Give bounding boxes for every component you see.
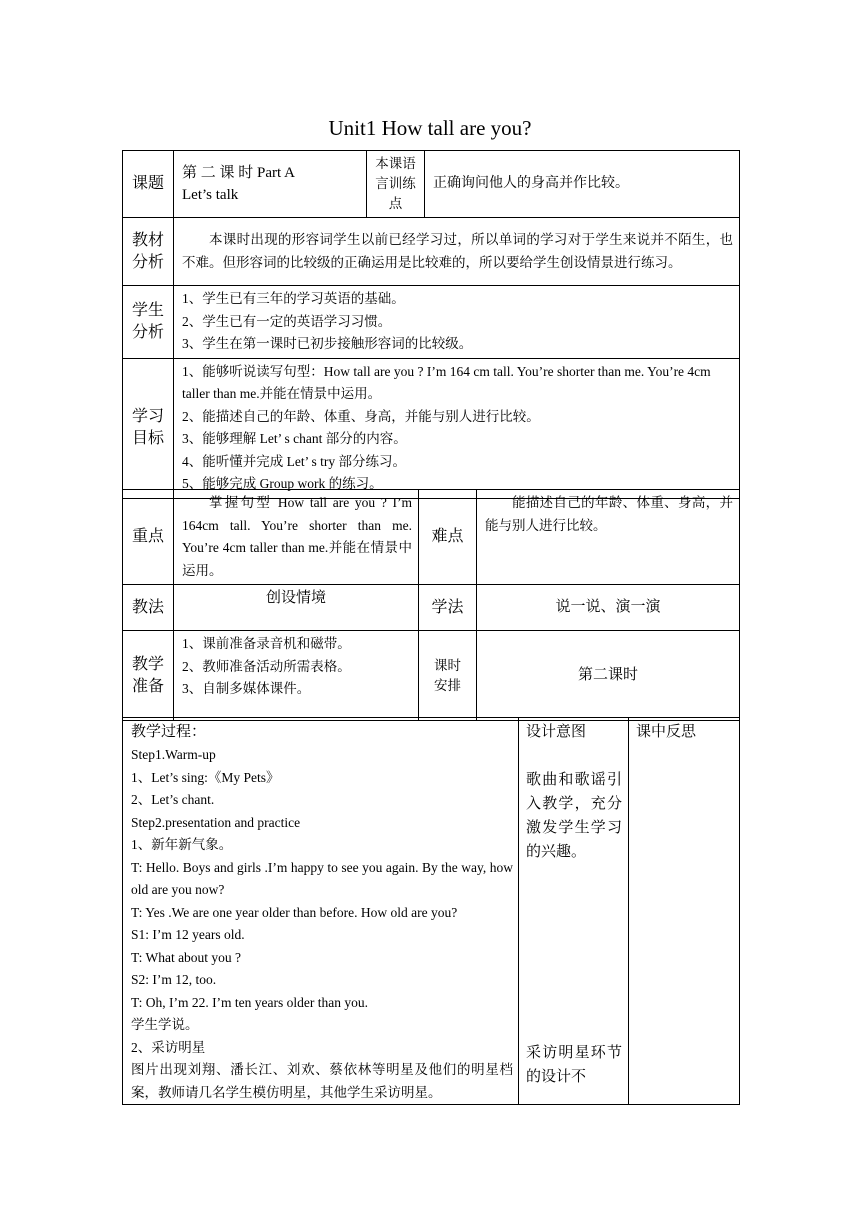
goals-label: 学习 目标 [123,358,174,498]
process-line: S2: I’m 12, too. [131,972,217,987]
goals-value: 1、能够听说读写句型：How tall are you ? I’m 164 cm tall. You’re shorter than me. You’re 4cm taller than me.并能在情景中运用。 2、能描述自己的年龄、体重、身高，并能与别人进行比较。 3、能够理解 Let’ s chant 部分的内容。 4、能听懂并完成 Let’ s try 部分练习。 5、能够完成 Group work 的练习。 [174,358,740,498]
process-line: Step1.Warm-up [131,747,216,762]
difficulty-label: 难点 [419,490,477,585]
design-cell [519,718,629,1105]
student-label: 学生 分析 [123,286,174,359]
study-value: 说一说、演一演 [477,585,740,631]
process-table [122,717,740,1105]
prep-label: 教学 准备 [123,631,174,721]
difficulty-value: 能描述自己的年龄、体重、身高，并能与别人进行比较。 [477,490,740,585]
training-point-value: 正确询问他人的身高并作比较。 [425,151,740,218]
process-line: T: Yes .We are one year older than before. How old are you? [131,904,458,920]
process-line: T: Oh, I’m 22. I’m ten years older than you. [131,994,369,1010]
method-label: 教法 [123,585,174,631]
study-label: 学法 [419,585,477,631]
process-line: T: Hello. Boys and girls .I’m happy to see you again. By the way, how old are you now? [131,859,513,897]
page-title: Unit1 How tall are you? [328,116,532,140]
process-line: 学生学说。 [131,1017,199,1032]
row-method [123,585,740,631]
design-note-1: 歌曲和歌谣引入教学，充分激发学生学习的兴趣。 [526,772,622,860]
row-material [123,218,740,286]
row-process [123,718,740,1105]
lesson-info-table [122,150,740,499]
method-value: 创设情境 [174,585,419,631]
material-label: 教材 分析 [123,218,174,286]
process-line: 图片出现刘翔、潘长江、刘欢、蔡依林等明星及他们的明星档案，教师请几名学生模仿明星，其他学生采访明星。 [131,1062,513,1100]
process-line: 2、采访明星 [131,1039,206,1055]
process-heading: 教学过程： [131,724,207,740]
key-label: 重点 [123,490,174,585]
process-line: Step2.presentation and practice [131,814,301,830]
design-label: 设计意图 [526,724,587,740]
process-cell [123,718,519,1105]
process-line: S1: I’m 12 years old. [131,927,245,942]
row-student [123,286,740,359]
key-value: 掌握句型 How tall are you ? I’m 164cm tall. You’re shorter than me. You’re 4cm taller than me.并能在情景中运用。 [174,490,419,585]
lesson-value: 第 二 课 时 Part A Let’s talk [174,151,367,218]
key-method-table [122,489,740,721]
process-line: T: What about you ? [131,949,242,965]
row-prep [123,631,740,721]
process-line: 1、新年新气象。 [131,837,233,852]
process-lines [131,744,513,1104]
design-note-2: 采访明星环节的设计不 [526,1045,622,1085]
material-value: 本课时出现的形容词学生以前已经学习过，所以单词的学习对于学生来说并不陌生，也不难。但形容词的比较级的正确运用是比较难的，所以要给学生创设情景进行练习。 [174,218,740,286]
student-value: 1、学生已有三年的学习英语的基础。 2、学生已有一定的英语学习习惯。 3、学生在第一课时已初步接触形容词的比较级。 [174,286,740,359]
process-line: 1、Let’s sing:《My Pets》 [131,769,280,785]
training-point-label: 本课语 言训练 点 [367,151,425,218]
reflection-label: 课中反思 [636,724,697,740]
lesson-label: 课题 [123,151,174,218]
row-lesson [123,151,740,218]
prep-value: 1、课前准备录音机和磁带。 2、教师准备活动所需表格。 3、自制多媒体课件。 [174,631,419,721]
process-line: 2、Let’s chant. [131,792,215,807]
reflection-cell [629,718,740,1105]
schedule-value: 第二课时 [477,631,740,721]
row-goals [123,358,740,498]
row-key [123,490,740,585]
schedule-label: 课时 安排 [419,631,477,721]
